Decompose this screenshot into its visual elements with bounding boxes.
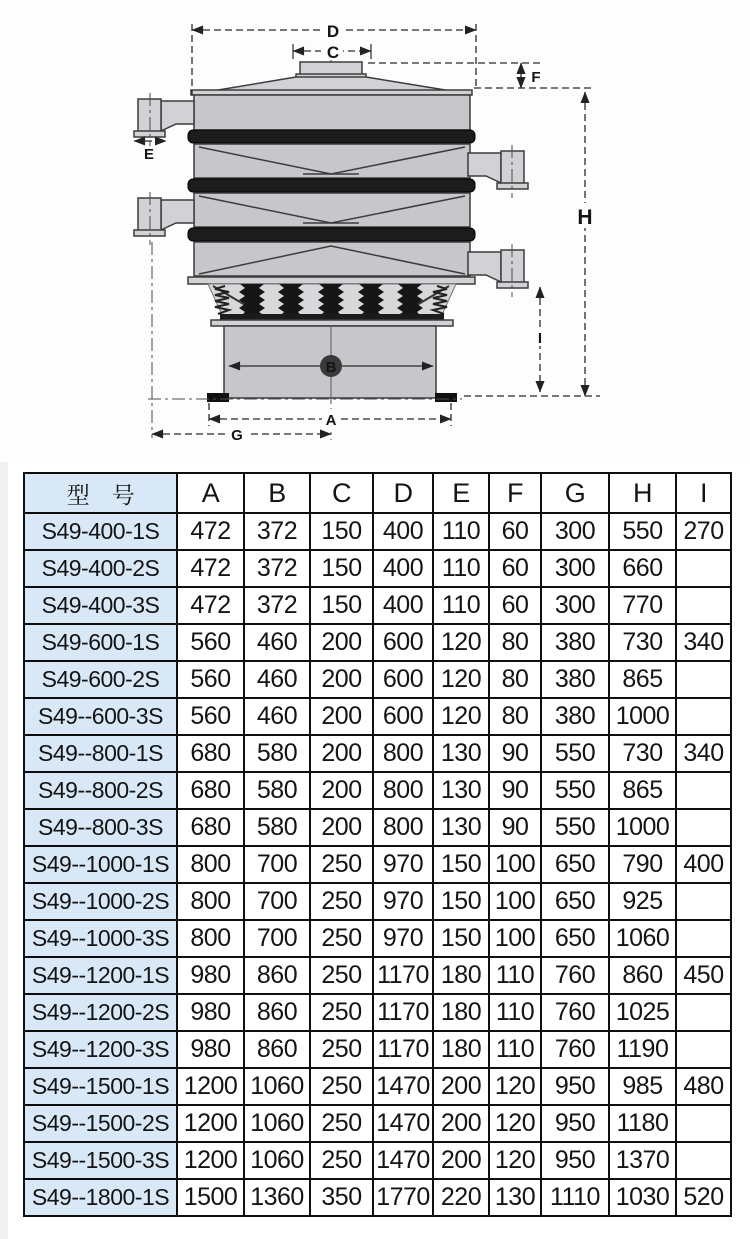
dim-cell-G: 550 (541, 735, 609, 772)
dim-cell-D: 1470 (373, 1105, 433, 1142)
dim-cell-I (676, 661, 731, 698)
dim-cell-F: 120 (489, 1068, 541, 1105)
dim-cell-F: 100 (489, 920, 541, 957)
dim-cell-C: 250 (310, 883, 373, 920)
dim-cell-A: 560 (177, 661, 244, 698)
table-row (24, 883, 731, 920)
table-row (24, 920, 731, 957)
dim-cell-I: 340 (676, 735, 731, 772)
dim-cell-G: 300 (541, 587, 609, 624)
dim-cell-B: 372 (244, 513, 310, 550)
dim-cell-H: 1030 (609, 1179, 676, 1216)
dim-cell-I (676, 994, 731, 1031)
dim-cell-I (676, 1142, 731, 1179)
dim-cell-F: 90 (489, 772, 541, 809)
dim-cell-G: 760 (541, 1031, 609, 1068)
model-cell: S49--1200-1S (24, 957, 177, 994)
dimension-i (533, 287, 547, 392)
dim-cell-I (676, 1031, 731, 1068)
dim-cell-E: 150 (433, 920, 489, 957)
dim-cell-C: 250 (310, 846, 373, 883)
dim-cell-H: 985 (609, 1068, 676, 1105)
table-row (24, 1142, 731, 1179)
dim-cell-D: 400 (373, 513, 433, 550)
model-cell: S49--800-1S (24, 735, 177, 772)
col-header-I: I (676, 473, 731, 513)
dim-cell-E: 200 (433, 1105, 489, 1142)
dim-cell-H: 1000 (609, 809, 676, 846)
dim-cell-I (676, 772, 731, 809)
dim-cell-C: 150 (310, 587, 373, 624)
dim-cell-C: 200 (310, 735, 373, 772)
dim-cell-A: 1200 (177, 1105, 244, 1142)
model-cell: S49--1000-3S (24, 920, 177, 957)
header-row (24, 473, 731, 513)
dim-cell-E: 130 (433, 809, 489, 846)
model-cell: S49--1000-1S (24, 846, 177, 883)
dim-cell-F: 130 (489, 1179, 541, 1216)
model-cell: S49--1200-2S (24, 994, 177, 1031)
table-row (24, 1031, 731, 1068)
dim-cell-E: 110 (433, 587, 489, 624)
dim-cell-A: 1200 (177, 1068, 244, 1105)
outlet-spout-right-1 (468, 145, 528, 198)
dim-cell-A: 980 (177, 994, 244, 1031)
dim-label-a: A (325, 412, 337, 429)
dim-cell-B: 460 (244, 661, 310, 698)
dimension-h (464, 92, 600, 396)
dim-cell-H: 790 (609, 846, 676, 883)
table-row (24, 994, 731, 1031)
outlet-spout-left-2 (134, 192, 194, 245)
dim-cell-C: 250 (310, 1068, 373, 1105)
table-row (24, 846, 731, 883)
dim-cell-E: 180 (433, 957, 489, 994)
dim-cell-I (676, 698, 731, 735)
dim-cell-H: 1000 (609, 698, 676, 735)
dim-cell-G: 300 (541, 513, 609, 550)
dim-cell-G: 650 (541, 920, 609, 957)
dim-cell-H: 865 (609, 661, 676, 698)
dim-cell-F: 60 (489, 550, 541, 587)
table-row (24, 587, 731, 624)
dim-cell-D: 400 (373, 550, 433, 587)
dim-cell-I: 520 (676, 1179, 731, 1216)
dim-cell-A: 680 (177, 735, 244, 772)
dim-label-c: C (326, 43, 340, 62)
dim-cell-H: 860 (609, 957, 676, 994)
dim-cell-A: 560 (177, 624, 244, 661)
dim-cell-D: 600 (373, 698, 433, 735)
dim-cell-A: 472 (177, 513, 244, 550)
dim-cell-B: 460 (244, 624, 310, 661)
dim-label-i: I (537, 330, 543, 347)
dim-cell-A: 1500 (177, 1179, 244, 1216)
dim-cell-F: 60 (489, 587, 541, 624)
dim-cell-F: 110 (489, 957, 541, 994)
dim-cell-B: 1060 (244, 1068, 310, 1105)
dim-cell-H: 1190 (609, 1031, 676, 1068)
dim-cell-B: 580 (244, 772, 310, 809)
outlet-spout-left-1 (134, 93, 194, 146)
dim-cell-A: 800 (177, 883, 244, 920)
model-cell: S49--1500-2S (24, 1105, 177, 1142)
dim-cell-A: 800 (177, 846, 244, 883)
dim-cell-H: 1370 (609, 1142, 676, 1179)
deck-2 (194, 144, 470, 178)
dim-cell-D: 1170 (373, 1031, 433, 1068)
dim-cell-C: 150 (310, 513, 373, 550)
deck-4 (194, 242, 470, 276)
dim-cell-F: 100 (489, 883, 541, 920)
dim-cell-I (676, 920, 731, 957)
dim-cell-A: 980 (177, 957, 244, 994)
model-cell: S49-400-2S (24, 550, 177, 587)
sieve-band-3 (188, 228, 475, 241)
dim-cell-C: 250 (310, 1142, 373, 1179)
dim-cell-C: 200 (310, 624, 373, 661)
dim-cell-F: 80 (489, 624, 541, 661)
dim-cell-G: 950 (541, 1142, 609, 1179)
dim-cell-I (676, 550, 731, 587)
deck-1 (194, 95, 470, 130)
dim-cell-D: 800 (373, 735, 433, 772)
model-cell: S49--1500-1S (24, 1068, 177, 1105)
dim-cell-H: 925 (609, 883, 676, 920)
dim-cell-G: 950 (541, 1068, 609, 1105)
machine-diagram (0, 0, 750, 462)
foot-right (435, 393, 457, 402)
dim-cell-C: 200 (310, 698, 373, 735)
dim-cell-A: 1200 (177, 1142, 244, 1179)
dim-cell-F: 90 (489, 809, 541, 846)
dim-cell-F: 110 (489, 1031, 541, 1068)
dim-cell-C: 250 (310, 1031, 373, 1068)
sieve-band-1 (188, 130, 475, 143)
table-row (24, 624, 731, 661)
dim-cell-C: 250 (310, 1105, 373, 1142)
dim-cell-D: 800 (373, 772, 433, 809)
dim-cell-D: 1770 (373, 1179, 433, 1216)
dim-cell-D: 970 (373, 846, 433, 883)
dim-cell-F: 80 (489, 698, 541, 735)
dim-cell-H: 730 (609, 735, 676, 772)
dim-cell-I (676, 1105, 731, 1142)
dim-cell-C: 350 (310, 1179, 373, 1216)
dim-cell-F: 120 (489, 1105, 541, 1142)
machine-body (134, 62, 528, 402)
dim-cell-F: 80 (489, 661, 541, 698)
dim-cell-B: 860 (244, 1031, 310, 1068)
dim-cell-B: 580 (244, 735, 310, 772)
dim-cell-E: 120 (433, 624, 489, 661)
table-row (24, 735, 731, 772)
col-header-D: D (373, 473, 433, 513)
dim-cell-H: 1025 (609, 994, 676, 1031)
col-header-G: G (541, 473, 609, 513)
dim-cell-I (676, 587, 731, 624)
dim-cell-B: 700 (244, 846, 310, 883)
bottom-plate (188, 277, 475, 284)
table-row (24, 513, 731, 550)
dim-label-g: G (231, 427, 243, 444)
top-inlet-neck (300, 62, 362, 75)
spring-bellows-assembly (208, 284, 456, 321)
dim-cell-E: 150 (433, 883, 489, 920)
dim-cell-D: 400 (373, 587, 433, 624)
model-cell: S49-400-3S (24, 587, 177, 624)
dim-cell-F: 110 (489, 994, 541, 1031)
dim-cell-C: 200 (310, 661, 373, 698)
col-header-A: A (177, 473, 244, 513)
dim-cell-G: 1110 (541, 1179, 609, 1216)
dim-cell-E: 130 (433, 735, 489, 772)
table-row (24, 772, 731, 809)
dim-cell-A: 560 (177, 698, 244, 735)
dim-cell-D: 1170 (373, 994, 433, 1031)
col-header-B: B (244, 473, 310, 513)
dim-cell-B: 700 (244, 883, 310, 920)
model-cell: S49-600-1S (24, 624, 177, 661)
dim-cell-H: 1180 (609, 1105, 676, 1142)
dim-cell-G: 760 (541, 957, 609, 994)
dim-label-d: D (326, 22, 340, 41)
dim-cell-E: 220 (433, 1179, 489, 1216)
spec-table-body (24, 513, 731, 1216)
dim-cell-D: 600 (373, 624, 433, 661)
dim-cell-D: 1170 (373, 957, 433, 994)
dim-cell-I: 450 (676, 957, 731, 994)
col-header-E: E (433, 473, 489, 513)
dim-cell-F: 120 (489, 1142, 541, 1179)
dim-cell-B: 700 (244, 920, 310, 957)
dim-cell-H: 1060 (609, 920, 676, 957)
dim-cell-D: 1470 (373, 1142, 433, 1179)
dim-cell-D: 800 (373, 809, 433, 846)
spec-table (23, 472, 732, 1217)
model-cell: S49--1000-2S (24, 883, 177, 920)
dim-cell-H: 550 (609, 513, 676, 550)
table-row (24, 1068, 731, 1105)
table-row (24, 550, 731, 587)
model-cell: S49--600-3S (24, 698, 177, 735)
dim-cell-D: 1470 (373, 1068, 433, 1105)
dim-cell-I (676, 883, 731, 920)
dim-cell-H: 660 (609, 550, 676, 587)
table-row (24, 698, 731, 735)
dim-cell-C: 250 (310, 994, 373, 1031)
model-cell: S49--1800-1S (24, 1179, 177, 1216)
dim-cell-B: 460 (244, 698, 310, 735)
model-cell: S49--800-2S (24, 772, 177, 809)
dim-cell-G: 650 (541, 846, 609, 883)
dim-cell-I: 400 (676, 846, 731, 883)
dim-cell-I (676, 809, 731, 846)
dim-cell-G: 380 (541, 661, 609, 698)
dim-cell-G: 550 (541, 772, 609, 809)
col-header-C: C (310, 473, 373, 513)
dim-cell-E: 180 (433, 994, 489, 1031)
dim-cell-C: 250 (310, 957, 373, 994)
dim-cell-F: 100 (489, 846, 541, 883)
table-row (24, 1179, 731, 1216)
model-cell: S49-600-2S (24, 661, 177, 698)
dim-cell-B: 372 (244, 550, 310, 587)
dim-cell-G: 650 (541, 883, 609, 920)
dim-cell-F: 90 (489, 735, 541, 772)
model-cell: S49--800-3S (24, 809, 177, 846)
dim-cell-A: 800 (177, 920, 244, 957)
outlet-spout-right-2 (468, 244, 528, 297)
dim-cell-I: 480 (676, 1068, 731, 1105)
dimension-c (293, 41, 371, 62)
dim-label-e: E (143, 146, 155, 163)
dim-cell-B: 1060 (244, 1142, 310, 1179)
dim-label-b: B (325, 359, 337, 376)
dim-cell-H: 730 (609, 624, 676, 661)
dim-label-f: F (531, 69, 541, 86)
table-row (24, 1105, 731, 1142)
model-header: 型 号 (24, 473, 177, 513)
dim-cell-G: 760 (541, 994, 609, 1031)
dim-cell-D: 600 (373, 661, 433, 698)
dim-cell-B: 1060 (244, 1105, 310, 1142)
dim-cell-B: 1360 (244, 1179, 310, 1216)
dim-cell-D: 970 (373, 883, 433, 920)
model-cell: S49--1200-3S (24, 1031, 177, 1068)
dim-cell-B: 860 (244, 957, 310, 994)
dim-cell-G: 550 (541, 809, 609, 846)
dim-cell-H: 770 (609, 587, 676, 624)
dim-cell-A: 980 (177, 1031, 244, 1068)
dim-cell-E: 110 (433, 550, 489, 587)
dim-cell-D: 970 (373, 920, 433, 957)
dim-cell-B: 860 (244, 994, 310, 1031)
dim-cell-E: 120 (433, 661, 489, 698)
model-cell: S49-400-1S (24, 513, 177, 550)
vibrating-sieve-drawing (0, 0, 750, 462)
dim-cell-F: 60 (489, 513, 541, 550)
dim-cell-A: 680 (177, 809, 244, 846)
dim-cell-G: 380 (541, 624, 609, 661)
dim-cell-I: 270 (676, 513, 731, 550)
dim-cell-E: 200 (433, 1142, 489, 1179)
dim-cell-C: 200 (310, 772, 373, 809)
dim-cell-E: 110 (433, 513, 489, 550)
dim-cell-A: 472 (177, 587, 244, 624)
base-flange (211, 320, 453, 326)
dim-cell-I: 340 (676, 624, 731, 661)
dim-cell-E: 200 (433, 1068, 489, 1105)
dim-cell-A: 680 (177, 772, 244, 809)
dim-cell-B: 372 (244, 587, 310, 624)
dim-cell-E: 120 (433, 698, 489, 735)
dim-cell-H: 865 (609, 772, 676, 809)
dim-cell-C: 150 (310, 550, 373, 587)
dim-cell-G: 380 (541, 698, 609, 735)
dim-cell-E: 130 (433, 772, 489, 809)
dim-cell-C: 200 (310, 809, 373, 846)
deck-3 (194, 193, 470, 227)
dim-cell-G: 300 (541, 550, 609, 587)
dim-cell-A: 472 (177, 550, 244, 587)
table-row (24, 957, 731, 994)
table-row (24, 809, 731, 846)
table-row (24, 661, 731, 698)
dim-label-h: H (577, 206, 593, 229)
sieve-band-2 (188, 179, 475, 192)
dim-cell-G: 950 (541, 1105, 609, 1142)
model-cell: S49--1500-3S (24, 1142, 177, 1179)
dim-cell-E: 180 (433, 1031, 489, 1068)
col-header-H: H (609, 473, 676, 513)
dim-cell-B: 580 (244, 809, 310, 846)
foot-left (207, 393, 229, 402)
dim-cell-C: 250 (310, 920, 373, 957)
dim-cell-E: 150 (433, 846, 489, 883)
col-header-F: F (489, 473, 541, 513)
